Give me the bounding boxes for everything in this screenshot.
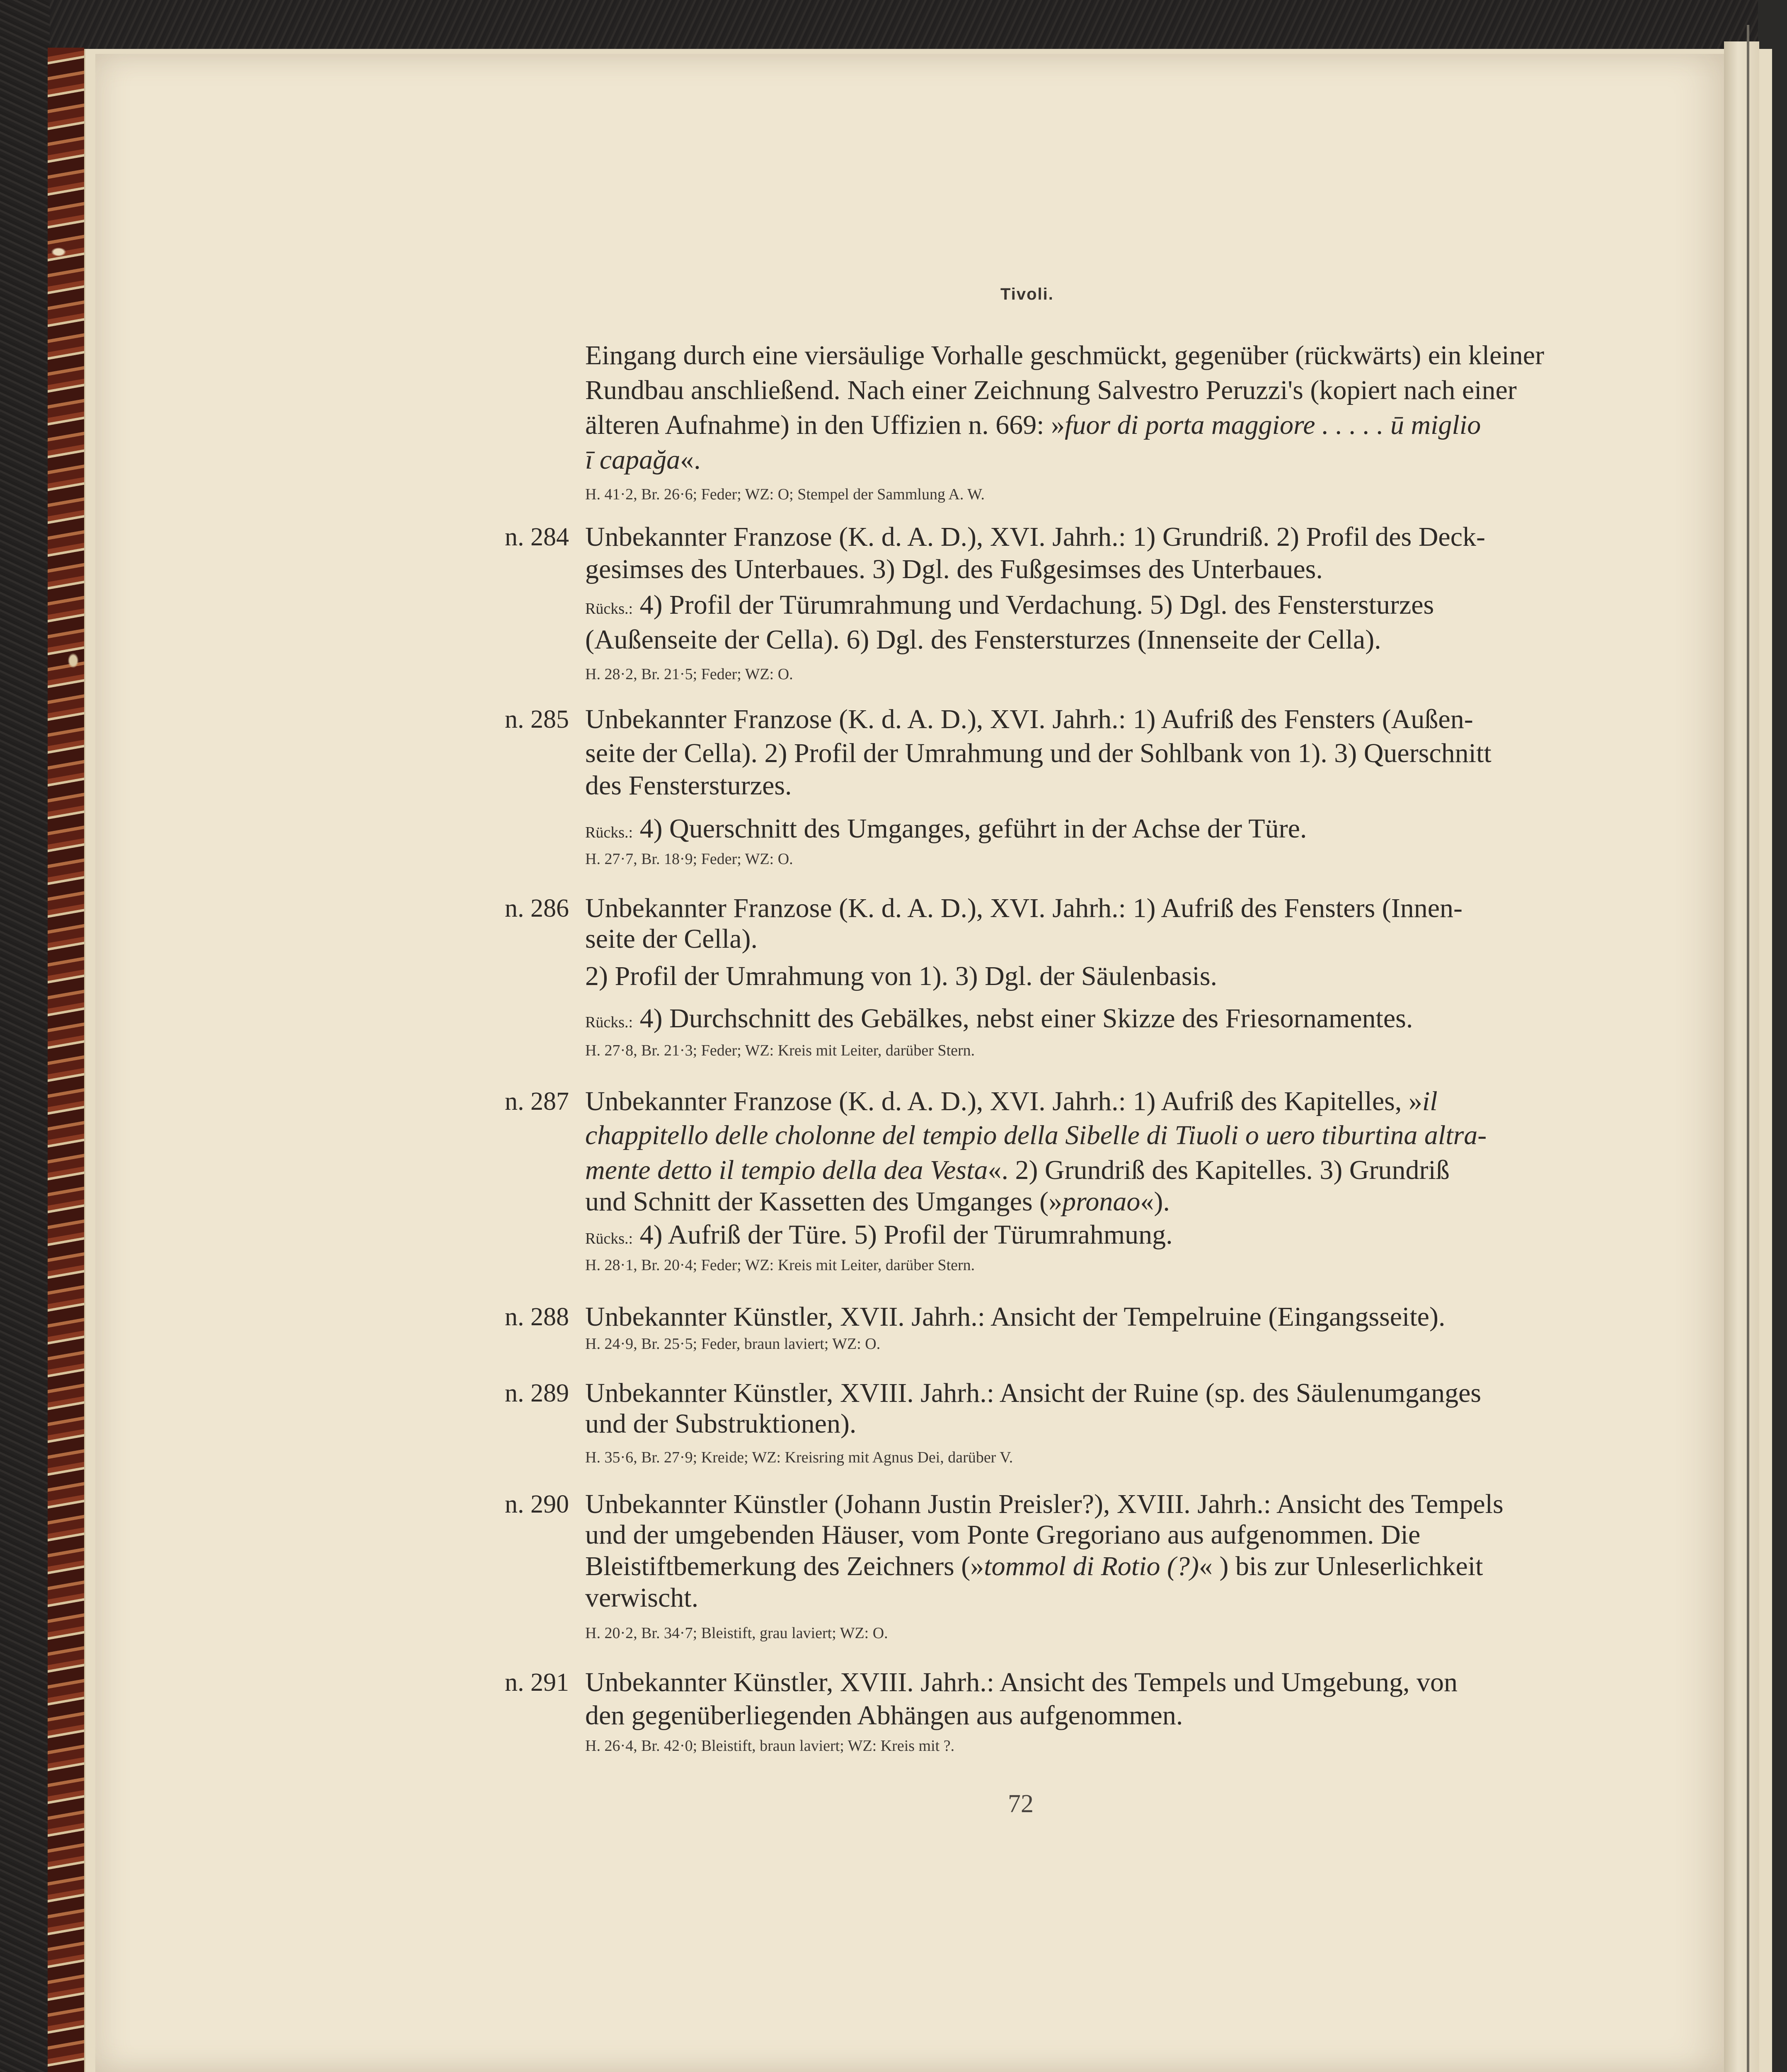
page-number: 72: [1008, 1790, 1034, 1818]
rueck-text: 4) Durchschnitt des Gebälkes, nebst einer Skizze des Friesornamentes.: [639, 1003, 1413, 1034]
gutter-line: [1747, 25, 1749, 2072]
marbled-edge: [48, 48, 84, 2072]
entry-text: «. 2) Grundriß des Kapitelles. 3) Grundriß: [988, 1155, 1450, 1185]
rueck-text: 4) Querschnitt des Umganges, geführt in der Achse der Türe.: [639, 813, 1307, 844]
entry-line: Unbekannter Künstler, XVIII. Jahrh.: Ansicht der Ruine (sp. des Säulenumganges: [585, 1378, 1482, 1408]
entry-meta: H. 28·1, Br. 20·4; Feder; WZ: Kreis mit Leiter, darüber Stern.: [585, 1256, 975, 1274]
entry-line: verwischt.: [585, 1583, 699, 1613]
entry-line: gesimses des Unterbaues. 3) Dgl. des Fußgesimses des Unterbaues.: [585, 554, 1323, 584]
intro-line-3-text: älteren Aufnahme) in den Uffizien n. 669: »: [585, 410, 1065, 440]
entry-meta: H. 35·6, Br. 27·9; Kreide; WZ: Kreisring mit Agnus Dei, darüber V.: [585, 1449, 1013, 1466]
intro-line-3: [585, 409, 1481, 442]
entry-line: Unbekannter Franzose (K. d. A. D.), XVI. Jahrh.: 1) Aufriß des Fensters (Innen-: [585, 893, 1463, 923]
entry-rueck-line: [585, 588, 1434, 625]
rueck-label: Rücks.:: [585, 1230, 633, 1247]
entry-italic: il: [1422, 1086, 1438, 1116]
entry-number: n. 285: [505, 705, 569, 733]
rueck-label: Rücks.:: [585, 600, 633, 617]
entry-text: Bleistiftbemerkung des Zeichners (»: [585, 1551, 984, 1581]
intro-line-4: [585, 443, 701, 477]
entry-meta: H. 27·7, Br. 18·9; Feder; WZ: O.: [585, 850, 793, 868]
entry-line: [585, 1085, 1438, 1118]
entry-italic: mente detto il tempio della dea Vesta: [585, 1155, 988, 1185]
entry-meta: H. 26·4, Br. 42·0; Bleistift, braun laviert; WZ: Kreis mit ?.: [585, 1737, 955, 1755]
intro-meta: H. 41·2, Br. 26·6; Feder; WZ: O; Stempel der Sammlung A. W.: [585, 486, 985, 503]
facing-page-edge: [1724, 41, 1759, 2072]
entry-rueck-line: [585, 1002, 1413, 1039]
entry-line: den gegenüberliegenden Abhängen aus aufgenommen.: [585, 1700, 1183, 1731]
running-head: Tivoli.: [1000, 285, 1054, 303]
rueck-text: 4) Aufriß der Türe. 5) Profil der Türumrahmung.: [639, 1220, 1173, 1250]
entry-number: n. 286: [505, 894, 569, 922]
entry-text: « ) bis zur Unleserlichkeit: [1199, 1551, 1483, 1581]
rueck-label: Rücks.:: [585, 1014, 633, 1031]
entry-text: Unbekannter Franzose (K. d. A. D.), XVI. Jahrh.: 1) Aufriß des Kapitelles, »: [585, 1086, 1422, 1116]
entry-italic: tommol di Rotio (?): [984, 1551, 1199, 1581]
rueck-label: Rücks.:: [585, 824, 633, 841]
intro-quote-italic: fuor di porta maggiore . . . . . ū miglio: [1065, 410, 1481, 440]
entry-line: Unbekannter Künstler, XVII. Jahrh.: Ansicht der Tempelruine (Eingangsseite).: [585, 1302, 1446, 1332]
entry-rueck-line: [585, 812, 1307, 849]
intro-quote-close: «.: [680, 445, 701, 475]
entry-line: Unbekannter Künstler (Johann Justin Preisler?), XVIII. Jahrh.: Ansicht des Tempels: [585, 1489, 1504, 1519]
entry-italic: pronao: [1062, 1186, 1140, 1217]
entry-line: [585, 1119, 1487, 1152]
entry-line: und der Substruktionen).: [585, 1409, 857, 1439]
entry-rueck-line: (Außenseite der Cella). 6) Dgl. des Fenstersturzes (Innenseite der Cella).: [585, 625, 1381, 655]
entry-number: n. 291: [505, 1668, 569, 1697]
entry-line: seite der Cella).: [585, 924, 758, 954]
entry-rueck-line: [585, 1218, 1173, 1255]
entry-line: Unbekannter Künstler, XVIII. Jahrh.: Ansicht des Tempels und Umgebung, von: [585, 1667, 1458, 1697]
intro-quote-italic-end: ī capağa: [585, 445, 680, 475]
entry-meta: H. 24·9, Br. 25·5; Feder, braun laviert; WZ: O.: [585, 1335, 881, 1353]
entry-line: und der umgebenden Häuser, vom Ponte Gregoriano aus aufgenommen. Die: [585, 1520, 1421, 1550]
intro-line-2: Rundbau anschließend. Nach einer Zeichnung Salvestro Peruzzi's (kopiert nach einer: [585, 375, 1517, 405]
entry-line: [585, 1550, 1483, 1583]
entry-line: 2) Profil der Umrahmung von 1). 3) Dgl. der Säulenbasis.: [585, 961, 1218, 991]
entry-text: «).: [1140, 1186, 1170, 1217]
entry-italic: chappitello delle cholonne del tempio della Sibelle di Tiuoli o uero tiburtina altra-: [585, 1120, 1487, 1150]
leather-cover-left: [0, 0, 50, 2072]
entry-number: n. 288: [505, 1303, 569, 1331]
entry-line: [585, 1154, 1450, 1187]
entry-line: [585, 1185, 1170, 1218]
entry-line: seite der Cella). 2) Profil der Umrahmung und der Sohlbank von 1). 3) Querschnitt: [585, 738, 1492, 768]
entry-line: Unbekannter Franzose (K. d. A. D.), XVI. Jahrh.: 1) Aufriß des Fensters (Außen-: [585, 704, 1473, 734]
entry-number: n. 284: [505, 523, 569, 551]
entry-meta: H. 20·2, Br. 34·7; Bleistift, grau laviert; WZ: O.: [585, 1624, 888, 1642]
entry-number: n. 287: [505, 1087, 569, 1116]
entry-meta: H. 28·2, Br. 21·5; Feder; WZ: O.: [585, 666, 793, 683]
leather-cover-top: [0, 0, 1787, 54]
entry-meta: H. 27·8, Br. 21·3; Feder; WZ: Kreis mit Leiter, darüber Stern.: [585, 1042, 975, 1059]
rueck-text: 4) Profil der Türumrahmung und Verdachung. 5) Dgl. des Fenstersturzes: [639, 590, 1434, 620]
entry-number: n. 289: [505, 1379, 569, 1407]
entry-line: des Fenstersturzes.: [585, 770, 792, 801]
intro-line-1: Eingang durch eine viersäulige Vorhalle geschmückt, gegenüber (rückwärts) ein kleiner: [585, 340, 1545, 370]
entry-line: Unbekannter Franzose (K. d. A. D.), XVI. Jahrh.: 1) Grundriß. 2) Profil des Deck-: [585, 522, 1485, 552]
entry-text: und Schnitt der Kassetten des Umganges (»: [585, 1186, 1063, 1217]
entry-number: n. 290: [505, 1490, 569, 1518]
